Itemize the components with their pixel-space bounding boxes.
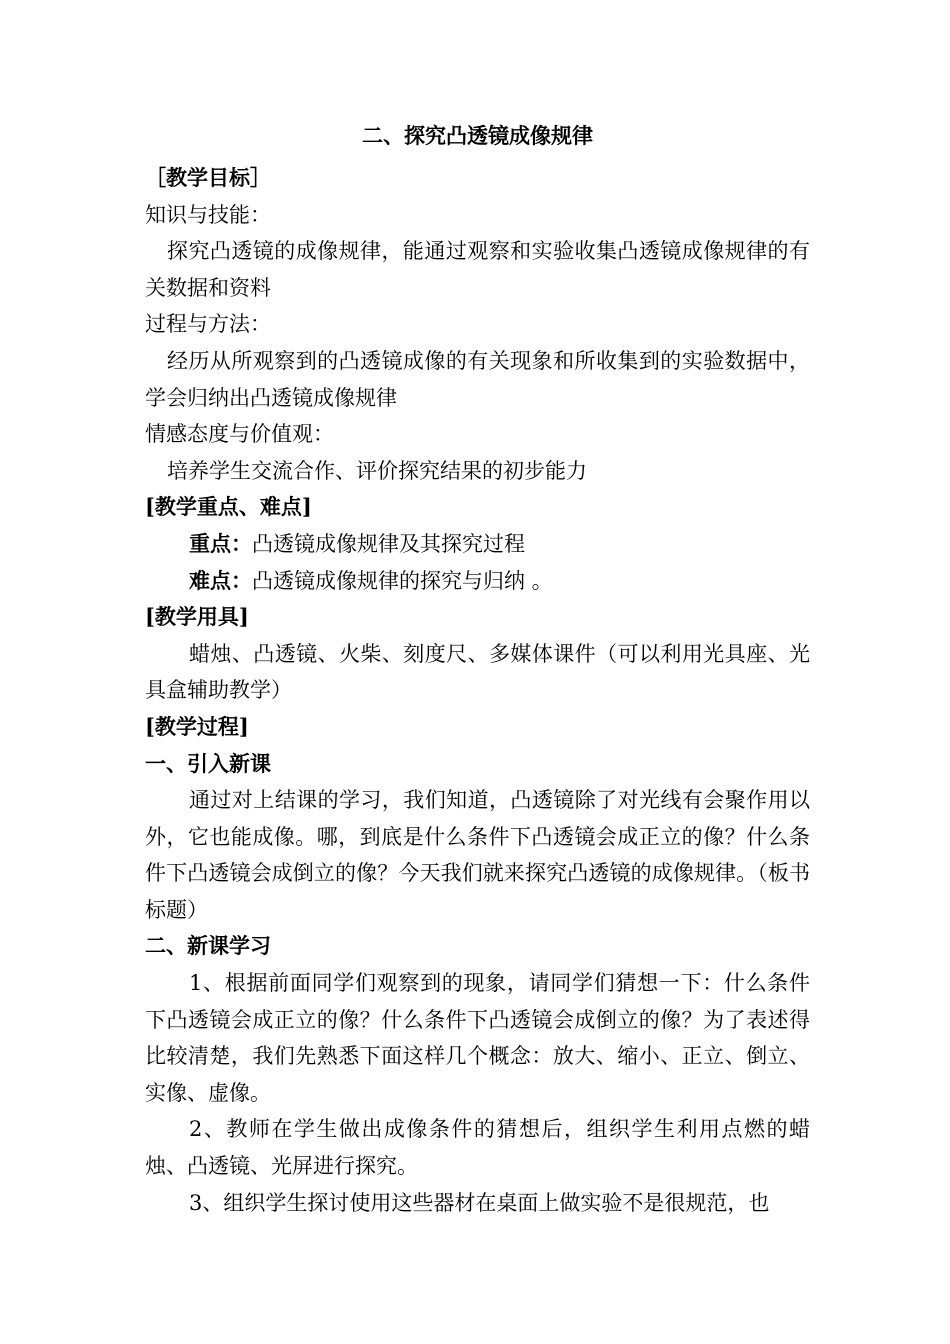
process-label: 过程与方法： [145,312,271,337]
key-point [145,526,810,563]
list-item-2: 2、教师在学生做出成像条件的猜想后，组织学生利用点燃的蜡烛、凸透镜、光屏进行探究。 [145,1117,810,1179]
emotion-text: 培养学生交流合作、评价探究结果的初步能力 [167,458,587,483]
list-item-1: 1、根据前面同学们观察到的现象，请同学们猜想一下：什么条件下凸透镜会成正立的像？什么条件下凸透镜会成倒立的像？为了表述得比较清楚，我们先熟悉下面这样几个概念：放大、缩小、正立、倒立、实像、虚像。 [145,971,810,1105]
difficult-label: 难点： [189,567,252,593]
objectives-heading: ［教学目标］ [145,165,271,190]
knowledge-label: 知识与技能： [145,202,271,227]
keypoints-heading: [教学重点、难点] [145,494,312,520]
emotion-label: 情感态度与价值观： [145,422,334,447]
process-heading: [教学过程] [145,713,249,739]
key-text: 凸透镜成像规律及其探究过程 [252,531,525,556]
tools-heading: [教学用具] [145,604,249,630]
intro-text: 通过对上结课的学习，我们知道，凸透镜除了对光线有会聚作用以外，它也能成像。哪，到底是什么条件下凸透镜会成正立的像？什么条件下凸透镜会成倒立的像？今天我们就来探究凸透镜的成像规律。（板书标题） [145,788,810,922]
document-page [145,112,810,1221]
intro-heading: 一、引入新课 [145,750,271,776]
tools-text: 蜡烛、凸透镜、火柴、刻度尺、多媒体课件（可以利用光具座、光具盒辅助教学） [145,641,810,703]
difficult-point [145,563,810,600]
difficult-text: 凸透镜成像规律的探究与归纳 。 [252,568,553,593]
list-item-3: 3、组织学生探讨使用这些器材在桌面上做实验不是很规范，也 [189,1190,770,1215]
process-text: 经历从所观察到的凸透镜成像的有关现象和所收集到的实验数据中，学会归纳出凸透镜成像规律 [145,348,810,410]
document-title: 二、探究凸透镜成像规律 [362,123,593,148]
knowledge-text: 探究凸透镜的成像规律，能通过观察和实验收集凸透镜成像规律的有关数据和资料 [145,239,810,300]
key-label: 重点： [189,530,252,556]
new-lesson-heading: 二、新课学习 [145,933,271,959]
